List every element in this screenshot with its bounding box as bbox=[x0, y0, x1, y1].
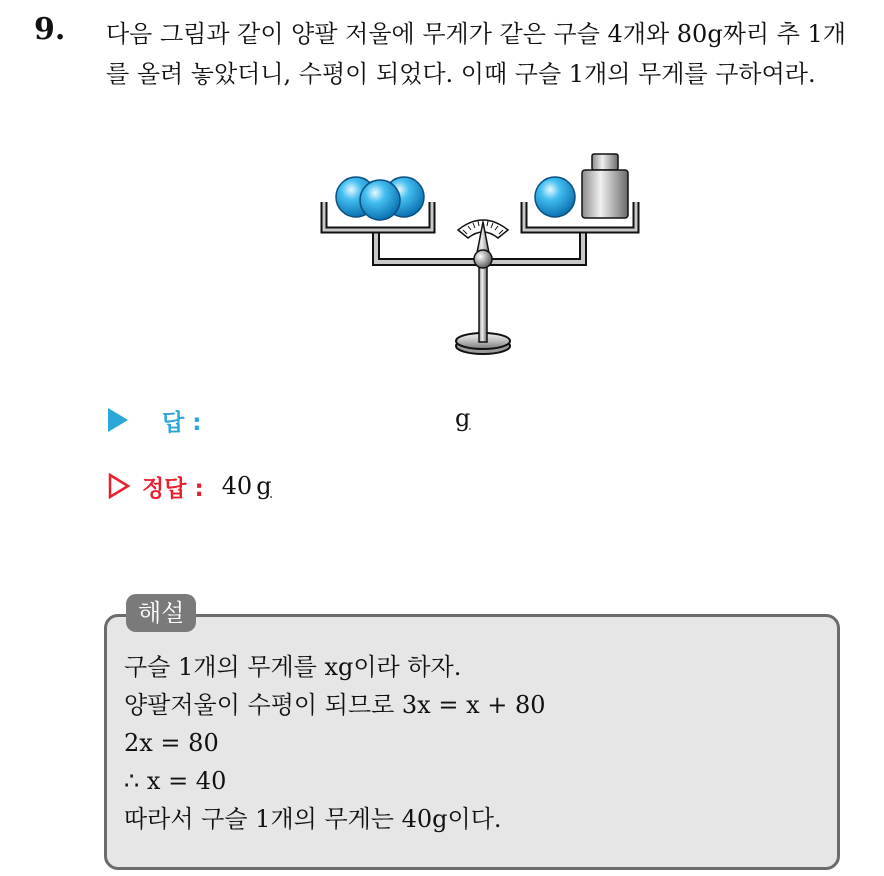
solution-tag: 해설 bbox=[126, 594, 196, 632]
weight-80g bbox=[582, 154, 628, 218]
solution-line: 양팔저울이 수평이 되므로 3x = x + 80 bbox=[124, 691, 546, 719]
question-text: 다음 그림과 같이 양팔 저울에 무게가 같은 구슬 4개와 80g짜리 추 1개를 올려 놓았더니, 수평이 되었다. 이때 구슬 1개의 무게를 구하여라. bbox=[106, 20, 846, 88]
correct-label: 정답 : bbox=[142, 475, 204, 502]
marble bbox=[360, 180, 400, 220]
balance-scale-figure bbox=[318, 150, 648, 360]
solution-line: 따라서 구슬 1개의 무게는 40g이다. bbox=[124, 805, 502, 833]
answer-row bbox=[108, 400, 201, 440]
answer-unit[interactable]: g bbox=[455, 404, 471, 432]
left-pan bbox=[324, 177, 432, 230]
answer-label: 답 : bbox=[162, 409, 202, 436]
scale-base bbox=[456, 262, 510, 354]
solution-line: 구슬 1개의 무게를 xg이라 하자. bbox=[124, 653, 462, 681]
correct-answer-row bbox=[108, 466, 272, 506]
marble bbox=[535, 177, 575, 217]
solution-lines bbox=[124, 648, 546, 838]
correct-value: 40 g bbox=[221, 472, 272, 500]
question-number: 9. bbox=[34, 12, 66, 47]
right-pan bbox=[524, 154, 636, 230]
solution-line: 2x = 80 bbox=[124, 729, 219, 757]
solution-line: ∴ x = 40 bbox=[124, 767, 227, 795]
outline-triangle-icon bbox=[108, 473, 130, 499]
filled-triangle-icon bbox=[108, 408, 128, 432]
